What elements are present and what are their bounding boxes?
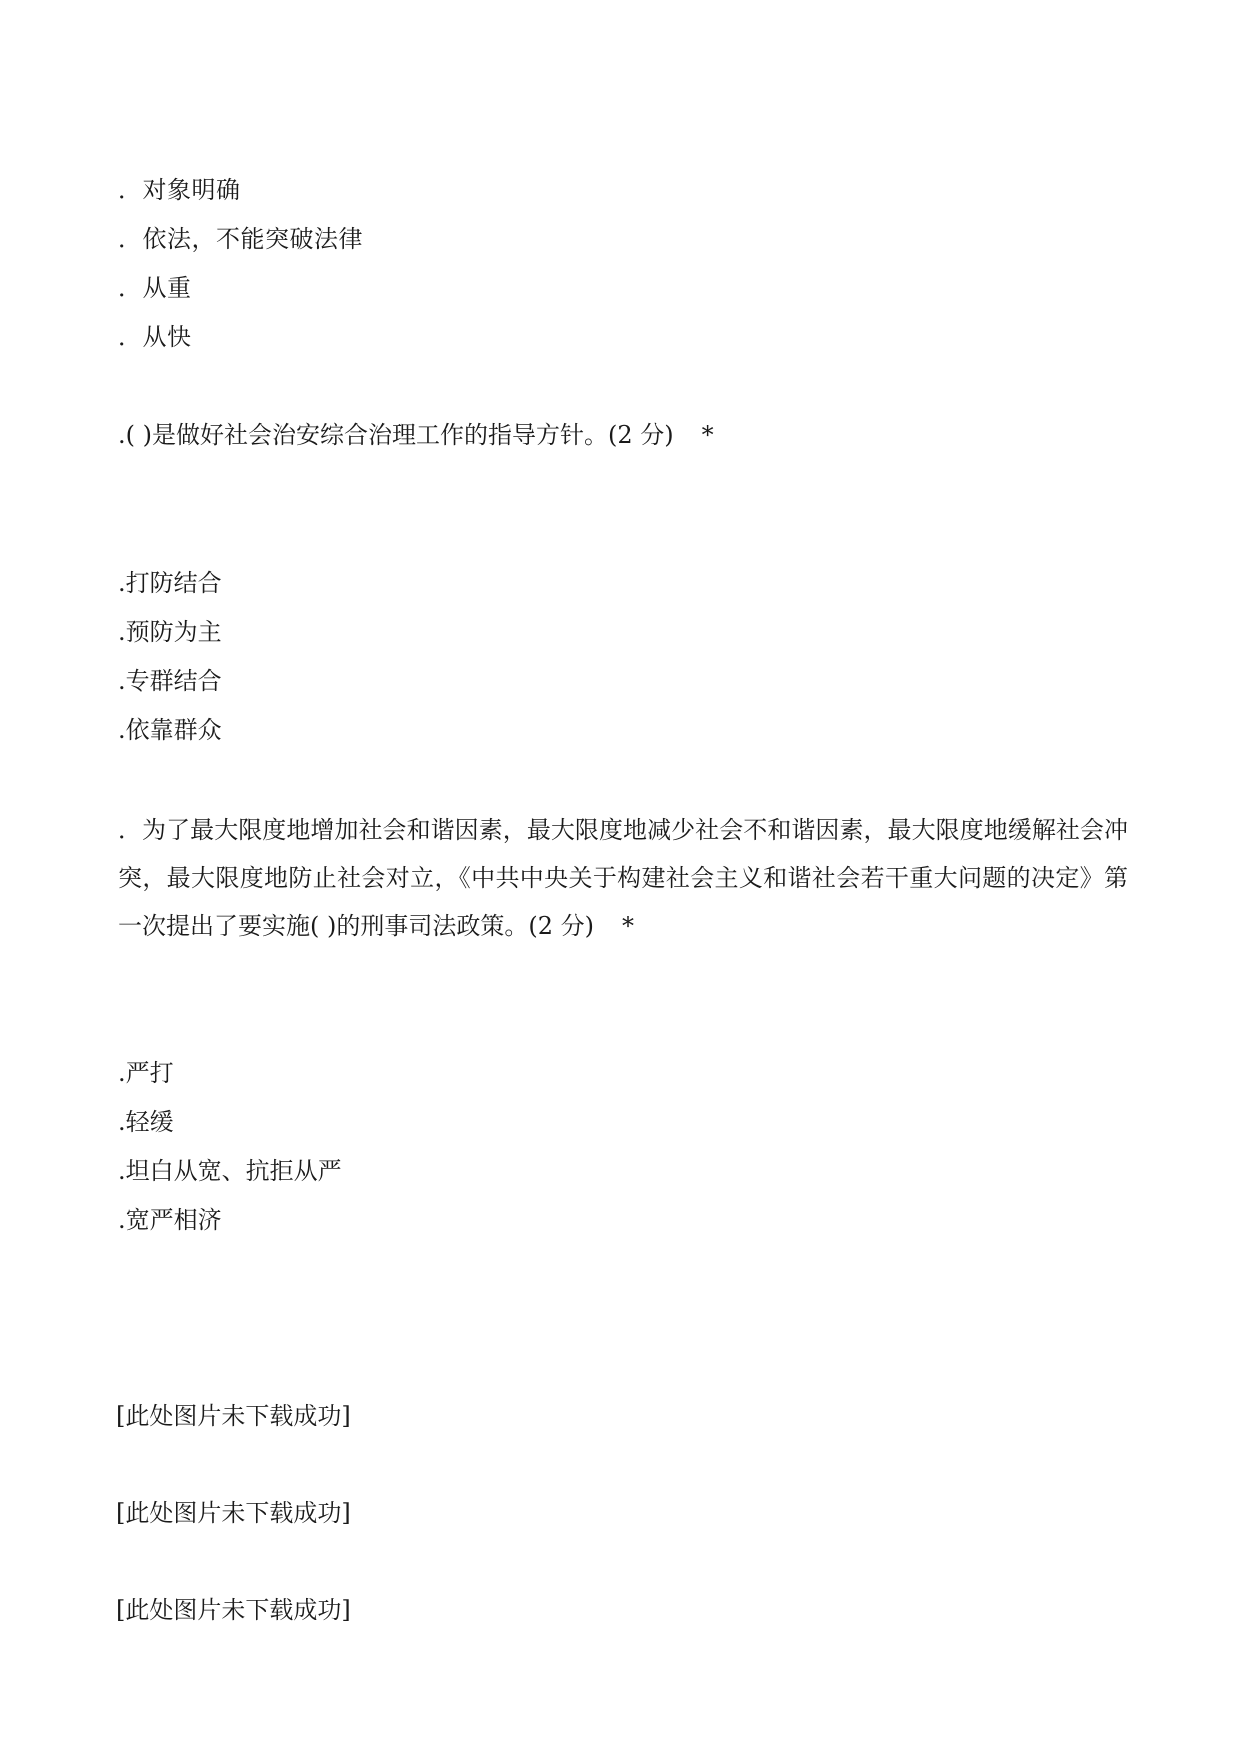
option-3b: .轻缓 xyxy=(118,1108,174,1136)
question-1-text: .( )是做好社会治安综合治理工作的指导方针。(2 分) xyxy=(118,421,674,449)
option-2c: .专群结合 xyxy=(118,667,222,695)
option-2a: .打防结合 xyxy=(118,569,222,597)
question-2-text: ．为了最大限度地增加社会和谐因素，最大限度地减少社会不和谐因素，最大限度地缓解社会冲突，最大限度地防止社会对立，《中共中央关于构建社会主义和谐社会若干重大问题的决定》第一次提出了要实施( )的刑事司法政策。(2 分) xyxy=(118,816,1128,940)
option-3d: .宽严相济 xyxy=(118,1206,222,1234)
image-placeholder-1: [此处图片未下载成功] xyxy=(116,1402,351,1430)
option-1c: ．从重 xyxy=(118,274,192,302)
option-1d: ．从快 xyxy=(118,323,192,351)
image-placeholder-2: [此处图片未下载成功] xyxy=(116,1499,351,1527)
option-2b: .预防为主 xyxy=(118,618,222,646)
question-2 xyxy=(118,806,1128,950)
option-3a: .严打 xyxy=(118,1059,174,1087)
option-2d: .依靠群众 xyxy=(118,716,222,744)
required-mark: * xyxy=(621,912,634,940)
question-1 xyxy=(118,420,714,450)
option-1a: ．对象明确 xyxy=(118,176,241,204)
option-3c: .坦白从宽、抗拒从严 xyxy=(118,1157,342,1185)
option-1b: ．依法，不能突破法律 xyxy=(118,225,363,253)
image-placeholder-3: [此处图片未下载成功] xyxy=(116,1596,351,1624)
required-mark: * xyxy=(701,421,714,449)
